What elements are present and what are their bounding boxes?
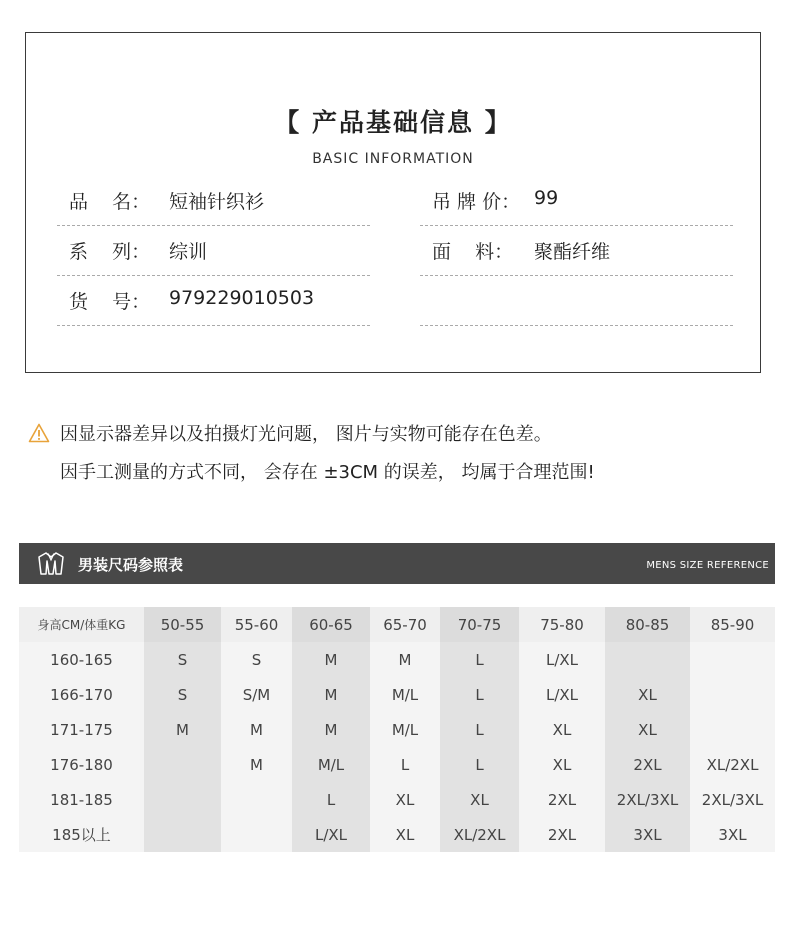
- size-cell: M: [144, 712, 221, 747]
- field-label: 面 料：: [432, 241, 514, 263]
- info-subtitle: BASIC INFORMATION: [312, 151, 474, 167]
- warning-triangle-icon: [28, 423, 50, 443]
- height-cell: 176-180: [19, 747, 144, 782]
- size-cell: [144, 782, 221, 817]
- field-value: 短袖针织衫: [169, 191, 265, 213]
- field-tag-price: [420, 176, 733, 226]
- table-row: [19, 712, 775, 747]
- size-cell: [690, 712, 775, 747]
- size-cell: S: [144, 642, 221, 677]
- size-cell: [690, 642, 775, 677]
- size-cell: M: [292, 642, 370, 677]
- size-cell: M: [292, 712, 370, 747]
- field-item-number: [57, 276, 370, 326]
- weight-column-header: 50-55: [144, 607, 221, 642]
- size-cell: [221, 817, 292, 852]
- size-cell: M: [221, 747, 292, 782]
- table-row: [19, 747, 775, 782]
- weight-column-header: 80-85: [605, 607, 690, 642]
- size-cell: M: [221, 712, 292, 747]
- table-row: [19, 817, 775, 852]
- size-cell: S: [144, 677, 221, 712]
- size-chart-title: 男装尺码参照表: [78, 556, 184, 574]
- height-cell: 171-175: [19, 712, 144, 747]
- info-title: 【 产品基础信息 】: [274, 108, 512, 137]
- field-value: 综训: [169, 241, 208, 263]
- weight-column-header: 70-75: [440, 607, 519, 642]
- size-cell: XL: [605, 712, 690, 747]
- table-row: [19, 642, 775, 677]
- corner-label: 身高CM/体重KG: [19, 607, 144, 642]
- size-cell: S/M: [221, 677, 292, 712]
- size-cell: 3XL: [605, 817, 690, 852]
- size-cell: L/XL: [292, 817, 370, 852]
- field-empty: [420, 276, 733, 326]
- size-cell: M/L: [370, 712, 440, 747]
- size-cell: M/L: [370, 677, 440, 712]
- size-cell: L: [440, 747, 519, 782]
- size-cell: XL: [370, 782, 440, 817]
- size-cell: [221, 782, 292, 817]
- size-cell: M: [370, 642, 440, 677]
- size-cell: L/XL: [519, 677, 605, 712]
- size-cell: M: [292, 677, 370, 712]
- size-cell: [605, 642, 690, 677]
- jacket-logo-icon: [37, 551, 65, 577]
- height-cell: 181-185: [19, 782, 144, 817]
- size-cell: XL/2XL: [690, 747, 775, 782]
- size-cell: L: [440, 642, 519, 677]
- size-cell: [690, 677, 775, 712]
- size-cell: XL: [519, 747, 605, 782]
- field-value: 979229010503: [169, 287, 315, 309]
- table-row: [19, 677, 775, 712]
- field-value: 99: [534, 187, 559, 209]
- field-series: [57, 226, 370, 276]
- size-cell: L: [440, 677, 519, 712]
- size-chart-header: [19, 543, 775, 584]
- product-info-panel: [25, 32, 761, 373]
- field-label: 吊 牌 价：: [432, 191, 521, 213]
- size-cell: L: [292, 782, 370, 817]
- field-value: 聚酯纤维: [534, 241, 611, 263]
- notice-line-2: 因手工测量的方式不同， 会存在 ±3CM 的误差， 均属于合理范围!: [60, 462, 595, 483]
- size-cell: [144, 817, 221, 852]
- field-fabric: [420, 226, 733, 276]
- weight-column-header: 65-70: [370, 607, 440, 642]
- size-cell: 2XL: [519, 782, 605, 817]
- field-product-name: [57, 176, 370, 226]
- size-cell: 2XL/3XL: [605, 782, 690, 817]
- table-header-row: [19, 607, 775, 642]
- notice-line-1: 因显示器差异以及拍摄灯光问题， 图片与实物可能存在色差。: [60, 424, 552, 445]
- size-cell: L: [370, 747, 440, 782]
- size-cell: XL: [519, 712, 605, 747]
- weight-column-header: 75-80: [519, 607, 605, 642]
- size-cell: 3XL: [690, 817, 775, 852]
- size-cell: XL: [605, 677, 690, 712]
- size-cell: M/L: [292, 747, 370, 782]
- size-cell: 2XL/3XL: [690, 782, 775, 817]
- height-cell: 160-165: [19, 642, 144, 677]
- size-cell: [144, 747, 221, 782]
- table-row: [19, 782, 775, 817]
- size-cell: XL: [440, 782, 519, 817]
- size-chart-subtitle: MENS SIZE REFERENCE: [646, 560, 769, 571]
- size-cell: L/XL: [519, 642, 605, 677]
- size-cell: 2XL: [605, 747, 690, 782]
- weight-column-header: 85-90: [690, 607, 775, 642]
- size-cell: XL: [370, 817, 440, 852]
- field-label: 系 列：: [69, 241, 151, 263]
- size-cell: 2XL: [519, 817, 605, 852]
- height-cell: 166-170: [19, 677, 144, 712]
- size-cell: L: [440, 712, 519, 747]
- size-cell: XL/2XL: [440, 817, 519, 852]
- field-label: 品 名：: [69, 191, 151, 213]
- size-cell: S: [221, 642, 292, 677]
- field-label: 货 号：: [69, 291, 151, 313]
- height-cell: 185以上: [19, 817, 144, 852]
- weight-column-header: 60-65: [292, 607, 370, 642]
- size-table: [19, 607, 775, 852]
- weight-column-header: 55-60: [221, 607, 292, 642]
